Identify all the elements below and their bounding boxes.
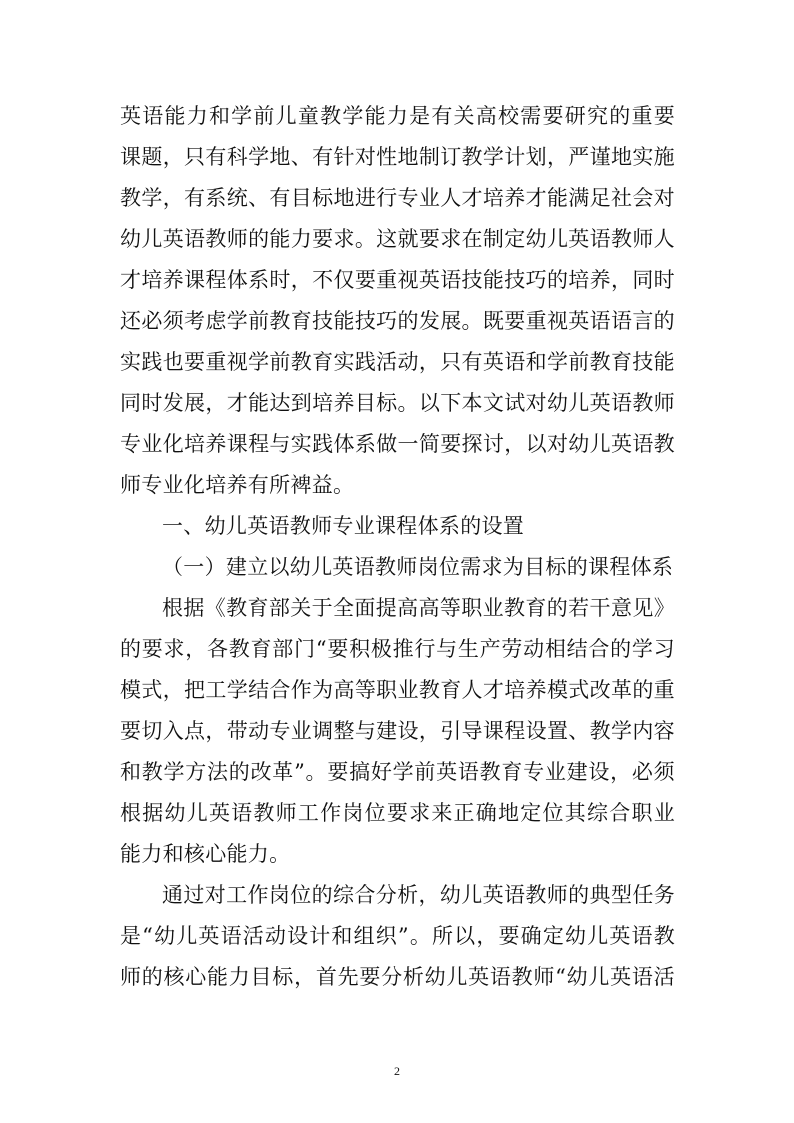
text-line: 实践也要重视学前教育实践活动，只有英语和学前教育技能	[120, 350, 675, 374]
text-line: 模式，把工学结合作为高等职业教育人才培养模式改革的重	[120, 678, 675, 702]
text-line: 能力和核心能力。	[120, 842, 291, 866]
text-line: 教学，有系统、有目标地进行专业人才培养才能满足社会对	[120, 186, 675, 210]
text-line: 根据《教育部关于全面提高高等职业教育的若干意见》	[162, 596, 675, 620]
text-line: 幼儿英语教师的能力要求。这就要求在制定幼儿英语教师人	[120, 227, 675, 251]
text-line: 课题，只有科学地、有针对性地制订教学计划，严谨地实施	[120, 145, 675, 169]
text-line: 要切入点，带动专业调整与建设，引导课程设置、教学内容	[120, 719, 675, 743]
text-line: 专业化培养课程与实践体系做一简要探讨，以对幼儿英语教	[120, 432, 675, 456]
body-text	[120, 96, 675, 998]
subsection-heading: （一）建立以幼儿英语教师岗位需求为目标的课程体系	[162, 555, 674, 579]
text-line: 是“幼儿英语活动设计和组织”。所以，要确定幼儿英语教	[120, 924, 675, 948]
text-line: 还必须考虑学前教育技能技巧的发展。既要重视英语语言的	[120, 309, 675, 333]
text-line: 和教学方法的改革”。要搞好学前英语教育专业建设，必须	[120, 760, 675, 784]
text-line: 通过对工作岗位的综合分析，幼儿英语教师的典型任务	[162, 883, 675, 907]
text-line: 的要求，各教育部门“要积极推行与生产劳动相结合的学习	[120, 637, 675, 661]
section-heading: 一、幼儿英语教师专业课程体系的设置	[162, 514, 525, 538]
text-line: 根据幼儿英语教师工作岗位要求来正确地定位其综合职业	[120, 801, 675, 825]
text-line: 师的核心能力目标，首先要分析幼儿英语教师“幼儿英语活	[120, 965, 675, 989]
text-line: 同时发展，才能达到培养目标。以下本文试对幼儿英语教师	[120, 391, 675, 415]
text-line: 师专业化培养有所裨益。	[120, 473, 355, 497]
text-line: 英语能力和学前儿童教学能力是有关高校需要研究的重要	[120, 104, 675, 128]
text-line: 才培养课程体系时，不仅要重视英语技能技巧的培养，同时	[120, 268, 675, 292]
page-number: 2	[394, 1064, 400, 1078]
